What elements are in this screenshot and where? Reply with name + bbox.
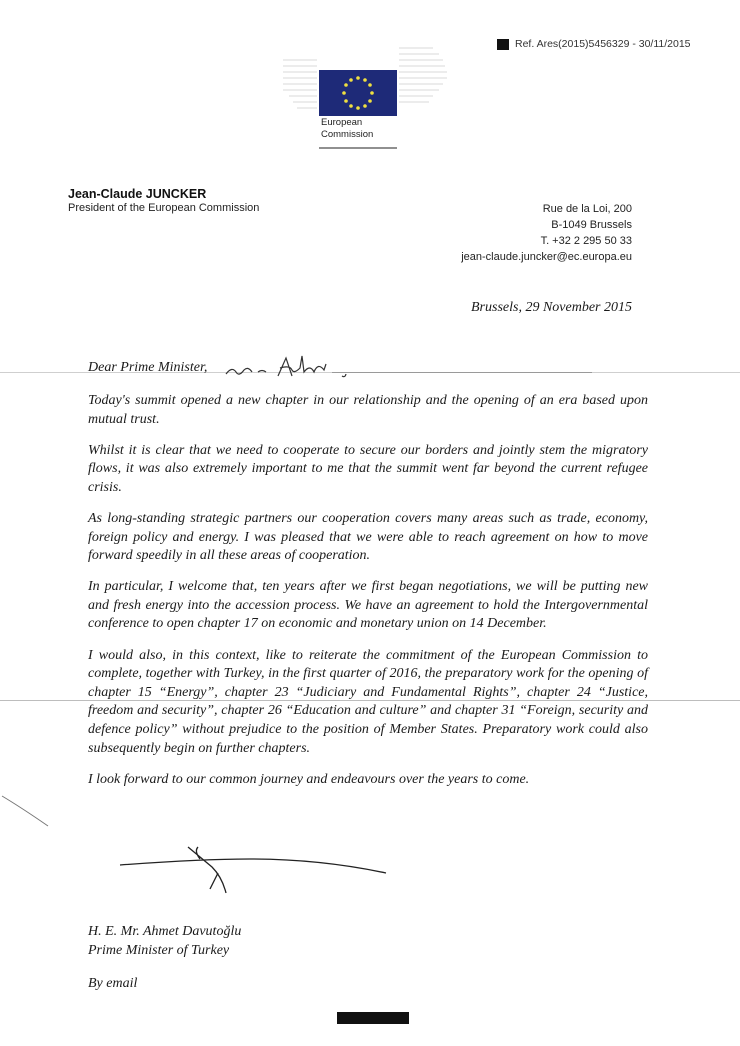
delivery-method: By email — [88, 976, 138, 991]
redaction-bar — [337, 1012, 409, 1024]
address-street: Rue de la Loi, 200 — [542, 203, 632, 215]
sender-address — [461, 201, 632, 265]
address-city: B-1049 Brussels — [551, 219, 632, 231]
body-paragraph: I would also, in this context, like to reiterate the commitment of the European Commission to complete, together with Turkey, in the first quarter of 2016, the preparatory work for the opening of chapter 15 “Energy”, chapter 23 “Judiciary and Fundamental Rights”, chapter 24 “Justice, freedom and security”, chapter 26 “Education and culture” and chapter 31 “Foreign, security and defence policy” without prejudice to the position of Member States. Preparatory work could also subsequently begin on further chapters. — [88, 647, 648, 756]
body-paragraph: As long-standing strategic partners our cooperation covers many areas such as trade, economy, foreign policy and energy. I was pleased that we were able to reach agreement on how to move forward speedily in all these areas of cooperation. — [88, 510, 648, 564]
handwritten-greeting-scribble — [222, 352, 382, 382]
logo-caption-line: European — [321, 117, 363, 128]
body-paragraph: Today's summit opened a new chapter in our relationship and the opening of an era based upon mutual trust. — [88, 393, 648, 427]
margin-pen-mark — [0, 790, 60, 830]
salutation: Dear Prime Minister, — [88, 360, 208, 375]
handwritten-signature — [118, 845, 388, 895]
sender-title: President of the European Commission — [68, 202, 260, 214]
reference-text: Ref. Ares(2015)5456329 - 30/11/2015 — [515, 38, 691, 50]
recipient-block — [88, 922, 241, 960]
underline-stroke — [332, 372, 592, 373]
recipient-title: Prime Minister of Turkey — [88, 943, 230, 958]
address-email: jean-claude.juncker@ec.europa.eu — [461, 251, 632, 263]
barcode-square-icon — [497, 39, 509, 50]
recipient-name: H. E. Mr. Ahmet Davutoğlu — [88, 924, 242, 939]
body-paragraph: I look forward to our common journey and endeavours over the years to come. — [88, 771, 530, 787]
body-paragraph: Whilst it is clear that we need to cooperate to secure our borders and jointly stem the migratory flows, it was also extremely important to me that the summit went far beyond the current refugee crisis. — [88, 442, 648, 495]
sender-name: Jean-Claude JUNCKER — [68, 187, 207, 201]
address-phone: T. +32 2 295 50 33 — [540, 235, 632, 247]
logo-caption — [321, 117, 373, 140]
logo-caption-line: Commission — [321, 128, 374, 140]
scan-fold-line — [0, 700, 740, 701]
body-paragraph: In particular, I welcome that, ten years after we first began negotiations, we will be putting new and fresh energy into the accession process. We have an agreement to hold the Intergovernmental conference to open chapter 17 on economic and monetary union on 14 December. — [88, 579, 648, 632]
letter-date: Brussels, 29 November 2015 — [471, 300, 632, 315]
reference-stamp — [497, 38, 691, 50]
letter-body — [88, 392, 648, 802]
